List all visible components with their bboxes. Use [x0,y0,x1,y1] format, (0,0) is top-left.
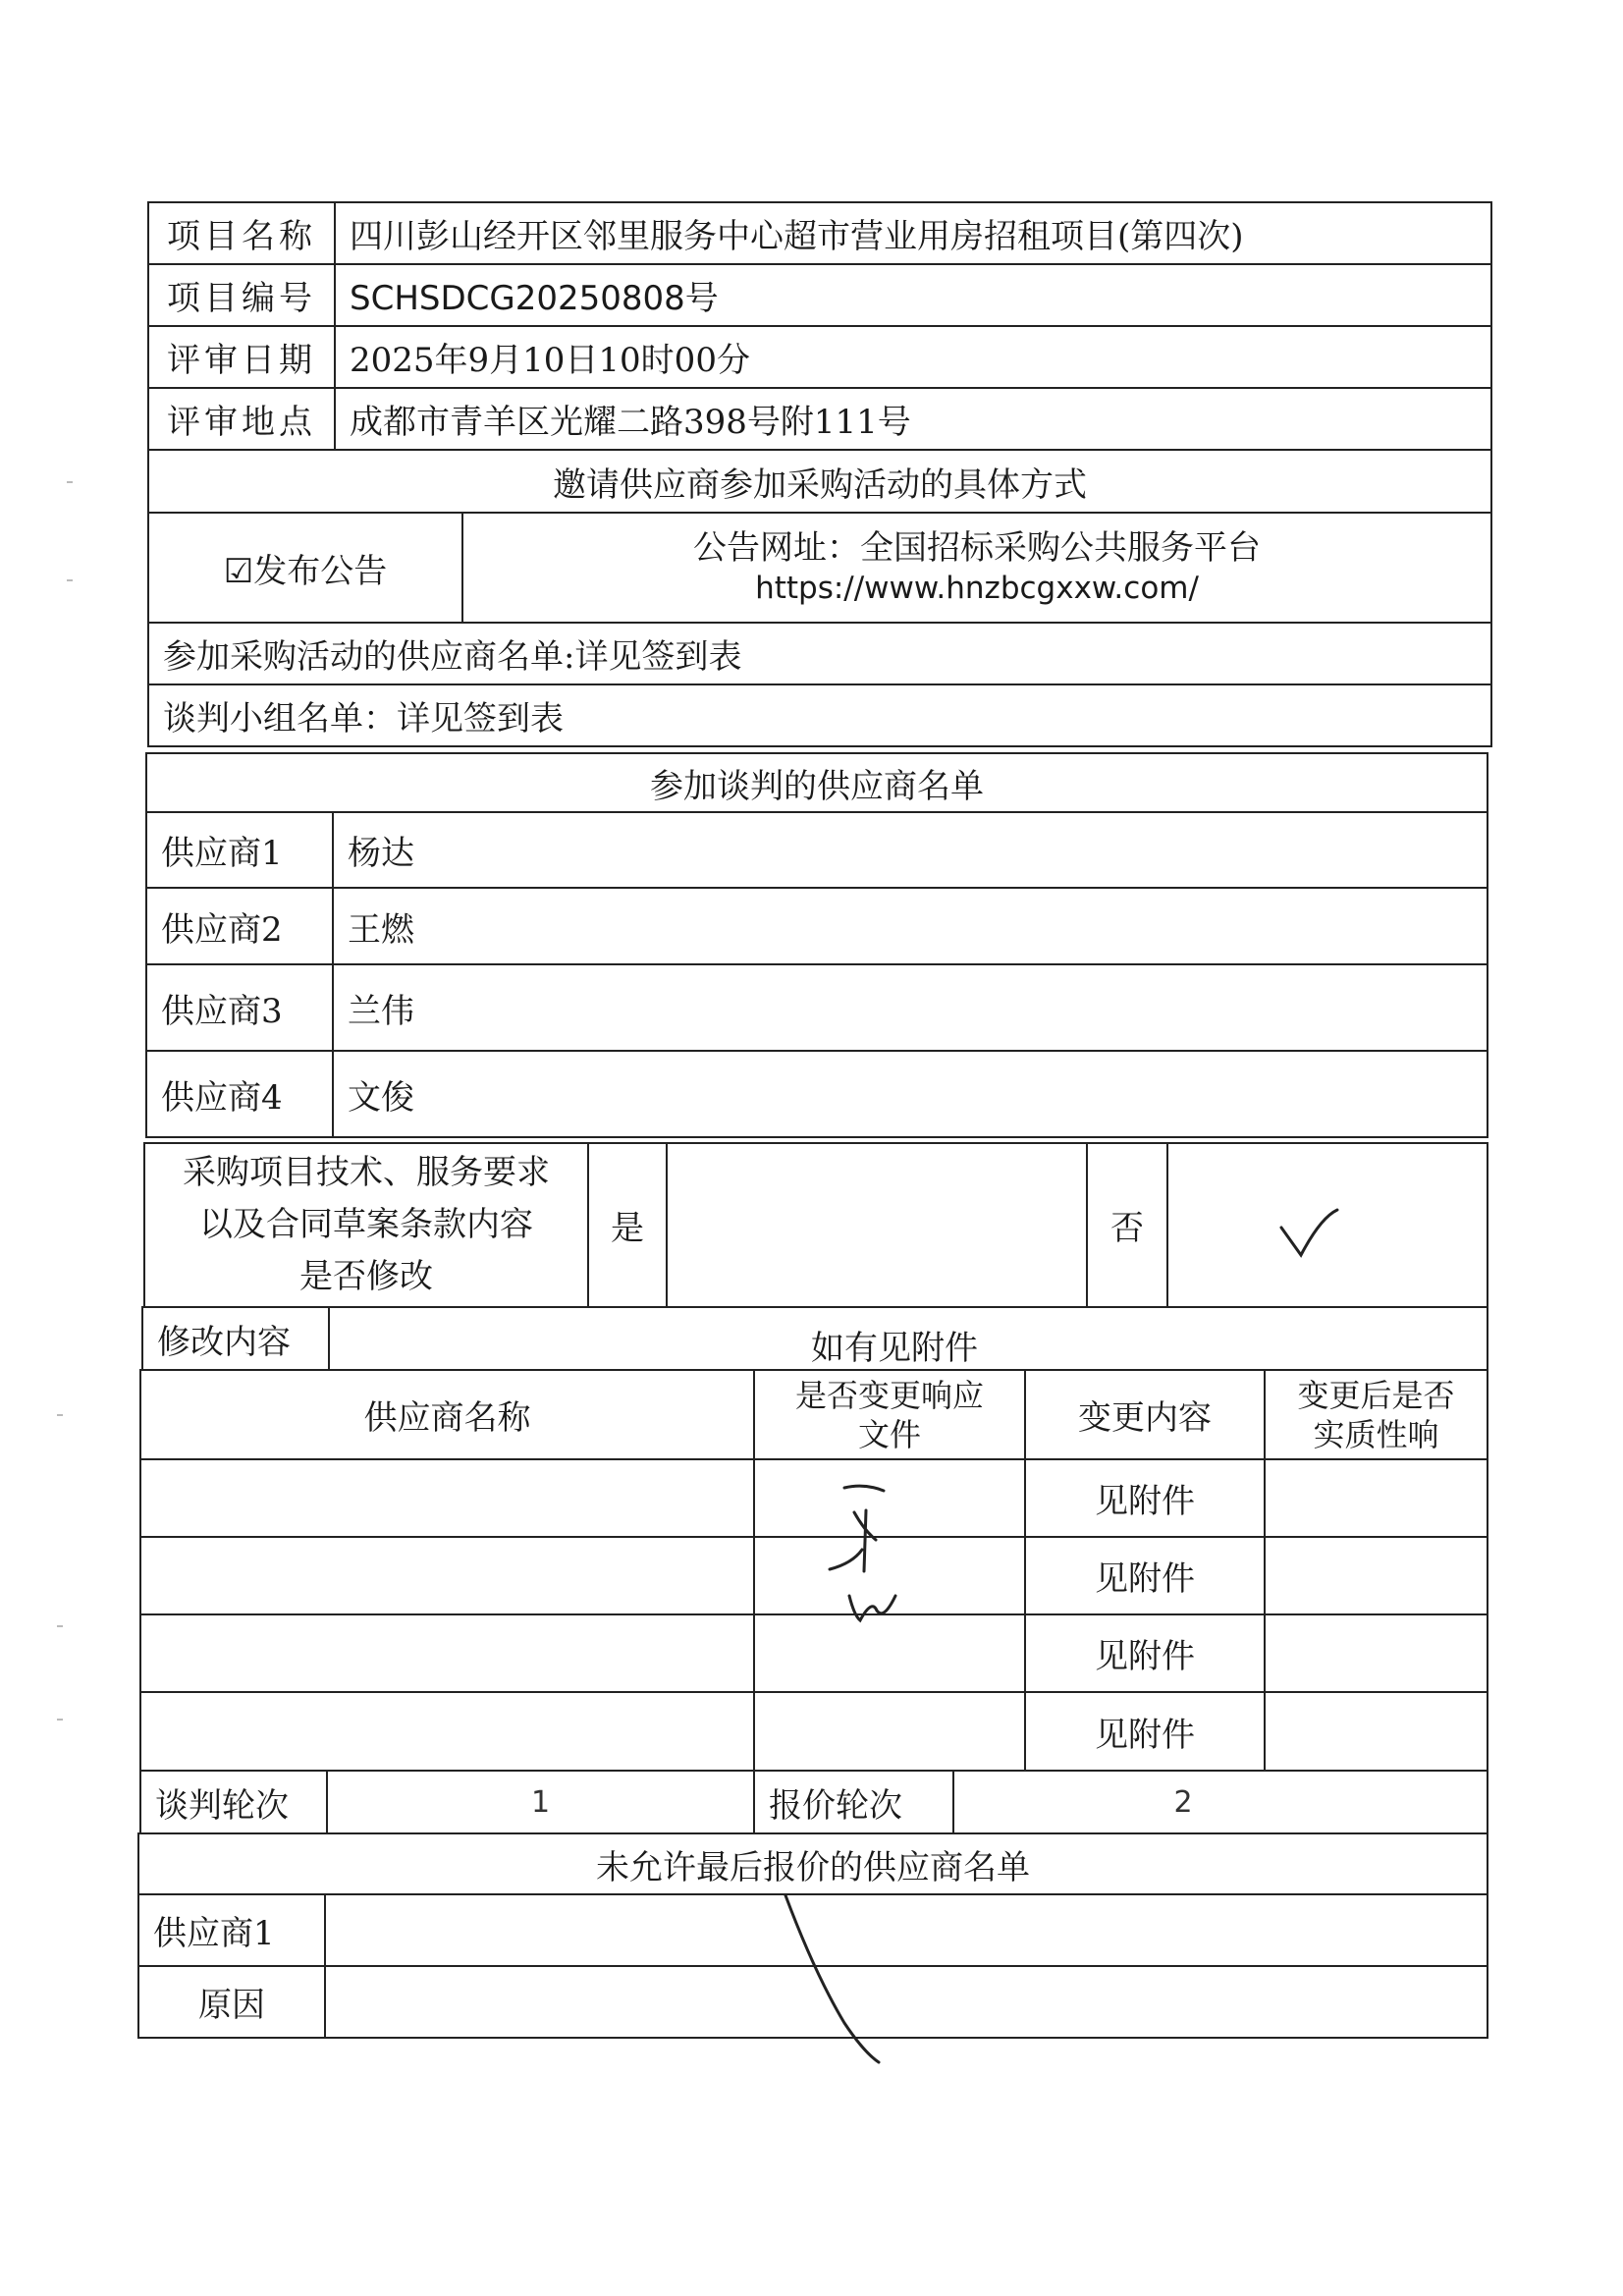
change-row [140,1459,1488,1537]
rounds-row [140,1771,1488,1833]
negotiation-supplier-row [146,888,1488,964]
header-change-content: 变更内容 [1025,1370,1265,1459]
change-content-cell: 见附件 [1025,1614,1265,1692]
modification-content-label: 修改内容 [142,1307,329,1370]
change-supplier-cell [140,1537,754,1614]
supplier-list-row [148,623,1491,684]
change-flag-cell [754,1614,1025,1692]
change-supplier-cell [140,1692,754,1771]
change-content-cell: 见附件 [1025,1692,1265,1771]
invite-method-row [148,513,1491,623]
modification-question-row [144,1143,1488,1307]
invite-method-label: 发布公告 [253,551,388,591]
announcement-url-cell [462,513,1491,623]
header-line: 实质性响 [1313,1415,1439,1453]
project-number-row [148,264,1491,326]
project-number-label: 项目编号 [148,264,335,326]
final-reason-label: 原因 [138,1966,325,2038]
change-content-cell: 见附件 [1025,1459,1265,1537]
project-name-row [148,202,1491,264]
change-row [140,1537,1488,1614]
change-flag-cell [754,1459,1025,1537]
negotiation-rounds-label: 谈判轮次 [140,1771,327,1833]
change-material-cell [1265,1537,1488,1614]
supplier-list-line: 参加采购活动的供应商名单:详见签到表 [148,623,1491,684]
change-flag-cell [754,1537,1025,1614]
changes-table [139,1369,1488,1772]
supplier-name: 文俊 [333,1051,1488,1137]
scan-speck [57,1625,63,1627]
final-reason-row [138,1966,1488,2038]
announcement-platform: 公告网址：全国招标采购公共服务平台 [693,528,1261,569]
rounds-table [139,1770,1488,1834]
negotiation-supplier-row [146,964,1488,1051]
review-location-label: 评审地点 [148,388,335,450]
change-material-cell [1265,1614,1488,1692]
no-label: 否 [1087,1143,1167,1307]
invite-heading-row [148,450,1491,513]
invite-heading: 邀请供应商参加采购活动的具体方式 [148,450,1491,513]
yes-label: 是 [588,1143,667,1307]
change-row [140,1614,1488,1692]
changes-header-row [140,1370,1488,1459]
change-supplier-cell [140,1614,754,1692]
supplier-label: 供应商2 [146,888,333,964]
final-quote-table [137,1832,1488,2039]
review-date-value: 2025年9月10日10时00分 [335,326,1491,388]
negotiation-rounds-value: 1 [327,1771,754,1833]
header-changed-response [754,1370,1025,1459]
supplier-label: 供应商4 [146,1051,333,1137]
panel-list-row [148,684,1491,746]
review-date-row [148,326,1491,388]
final-heading: 未允许最后报价的供应商名单 [138,1833,1488,1894]
change-row [140,1692,1488,1771]
supplier-label: 供应商3 [146,964,333,1051]
question-line: 采购项目技术、服务要求 [183,1153,550,1193]
checked-checkbox-icon: ☑ [223,551,254,591]
review-location-value: 成都市青羊区光耀二路398号附111号 [335,388,1491,450]
final-supplier-value [325,1894,1488,1966]
change-content-cell: 见附件 [1025,1537,1265,1614]
announcement-url: https://www.hnzbcgxxw.com/ [755,570,1199,606]
question-line: 以及合同草案条款内容 [199,1205,533,1245]
supplier-label: 供应商1 [146,812,333,888]
review-location-row [148,388,1491,450]
modification-table [143,1142,1488,1308]
question-line: 是否修改 [299,1256,433,1296]
scan-speck [57,1719,63,1721]
supplier-name: 王燃 [333,888,1488,964]
header-line: 文件 [857,1415,921,1453]
no-mark-cell [1167,1143,1488,1307]
negotiation-suppliers-table [145,752,1488,1138]
final-supplier-row [138,1894,1488,1966]
header-line: 变更后是否 [1297,1376,1455,1414]
panel-list-line: 谈判小组名单：详见签到表 [148,684,1491,746]
modification-question [144,1143,588,1307]
change-material-cell [1265,1692,1488,1771]
supplier-name: 杨达 [333,812,1488,888]
invite-method-cell [148,513,462,623]
final-heading-row [138,1833,1488,1894]
negotiation-heading-row [146,753,1488,812]
project-name-label: 项目名称 [148,202,335,264]
scan-speck [67,481,73,483]
scan-speck [67,579,73,581]
header-material-response [1265,1370,1488,1459]
quote-rounds-value: 2 [953,1771,1488,1833]
final-supplier-label: 供应商1 [138,1894,325,1966]
review-date-label: 评审日期 [148,326,335,388]
scan-speck [57,1414,63,1416]
change-material-cell [1265,1459,1488,1537]
final-reason-value [325,1966,1488,2038]
header-supplier-name: 供应商名称 [140,1370,754,1459]
change-supplier-cell [140,1459,754,1537]
modification-content-table [141,1306,1488,1371]
modification-content-row [142,1307,1488,1370]
modification-content-value: 如有见附件 [329,1307,1488,1370]
negotiation-supplier-row [146,812,1488,888]
project-number-value: SCHSDCG20250808号 [335,264,1491,326]
supplier-name: 兰伟 [333,964,1488,1051]
project-name-value: 四川彭山经开区邻里服务中心超市营业用房招租项目(第四次) [335,202,1491,264]
quote-rounds-label: 报价轮次 [754,1771,953,1833]
negotiation-supplier-row [146,1051,1488,1137]
yes-mark-cell [667,1143,1087,1307]
project-info-table [147,201,1492,747]
negotiation-heading: 参加谈判的供应商名单 [146,753,1488,812]
header-line: 是否变更响应 [794,1376,984,1414]
change-flag-cell [754,1692,1025,1771]
